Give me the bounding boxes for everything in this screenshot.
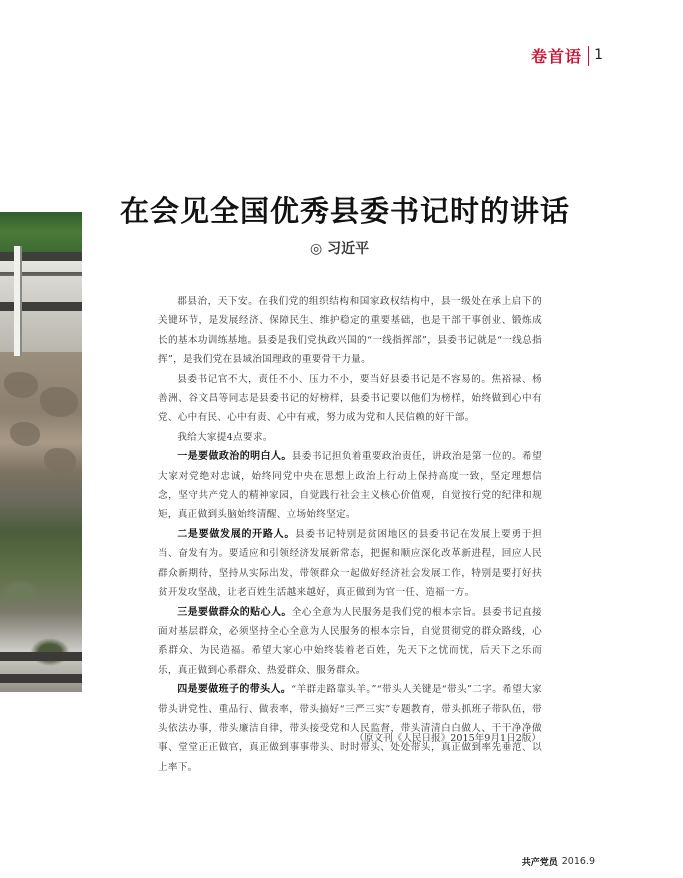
paragraph-lead: 三是要做群众的贴心人。 (177, 606, 292, 618)
paragraph: 一是要做政治的明白人。县委书记担负着重要政治责任，讲政治是第一位的。希望大家对党绝对忠诚，始终同党中央在思想上政治上行动上保持高度一致，坚定理想信念，坚守共产党人的精神家园，自觉践行社会主义核心价值观，自觉按行党的纪律和规矩，真正做到头脑始终清醒、立场始终坚定。 (158, 451, 542, 521)
magazine-logo: 共产党员 (521, 858, 558, 868)
header-divider (588, 46, 589, 66)
section-label: 卷首语 (530, 47, 582, 66)
paragraph: 郡县治，天下安。在我们党的组织结构和国家政权结构中，县一级处在承上启下的关键环节，是发展经济、保障民生、维护稳定的重要基础，也是干部干事创业、锻炼成长的基本功训练基地。县委是我们党执政兴国的“一线指挥部”，县委书记就是“一线总指挥”，是我们党在县域治国理政的重要骨干力量。 (158, 296, 542, 366)
stone (4, 372, 38, 398)
paragraph: 我给大家提4点要求。 (177, 431, 273, 443)
paragraph-lead: 一是要做政治的明白人。 (177, 451, 292, 463)
stone (10, 422, 40, 446)
fence-post (14, 246, 22, 356)
stone (44, 448, 76, 474)
source-citation: （原文刊《人民日报》2015年9月1日2版） (354, 733, 541, 744)
running-header (531, 44, 597, 67)
article-body (158, 292, 542, 777)
page-title: 在会见全国优秀县委书记时的讲话 (119, 194, 570, 229)
paragraph: 二是要做发展的开路人。县委书记特别是贫困地区的县委书记在发展上要勇于担当、奋发有为。要适应和引领经济发展新常态，把握和顺应深化改革新进程，回应人民群众新期待，坚持从实际出发，带领群众一起做好经济社会发展工作，特别是要打好扶贫开发攻坚战，让老百姓生活越来越好，真正做到为官一任、造福一方。 (158, 528, 542, 599)
stone (40, 387, 78, 417)
issue-date: 2016.9 (561, 856, 595, 867)
fence-rail (0, 252, 82, 261)
paragraph: 县委书记官不大，责任不小、压力不小，要当好县委书记是不容易的。焦裕禄、杨善洲、谷文昌等同志是县委书记的好榜样，县委书记要以他们为榜样，始终做到心中有党、心中有民、心中有责、心中有戒，努力成为党和人民信赖的好干部。 (158, 373, 542, 424)
paragraph: 四是要做班子的带头人。“羊群走路靠头羊。”“带头人关键是“带头”二字。希望大家带头讲党性、重品行、做表率，带头搞好“三严三实”专题教育，带头抓班子带队伍，带头依法办事，带头廉洁自律，带头接受党和人民监督，带头清清白白做人、干干净净做事、堂堂正正做官，真正做到事事带头、时时带头、处处带头，真正做到率先垂范、以上率下。 (158, 684, 542, 773)
fence-rail (0, 302, 82, 311)
fence-rail (0, 652, 82, 661)
page-number: 1 (594, 47, 603, 63)
photo-strip (0, 212, 82, 692)
page-footer (522, 855, 595, 868)
author-byline: ◎ 习近平 (310, 241, 370, 257)
paragraph-lead: 二是要做发展的开路人。 (177, 528, 296, 540)
paragraph: 三是要做群众的贴心人。全心全意为人民服务是我们党的根本宗旨。县委书记直接面对基层群众，必须坚持全心全意为人民服务的根本宗旨，自觉贯彻党的群众路线，心系群众、为民造福。希望大家心中始终装着老百姓，先天下之忧而忧，后天下之乐而乐，真正做到心系群众、热爱群众、服务群众。 (158, 606, 542, 676)
paragraph-lead: 四是要做班子的带头人。 (177, 684, 292, 696)
fence-rail (0, 674, 82, 683)
